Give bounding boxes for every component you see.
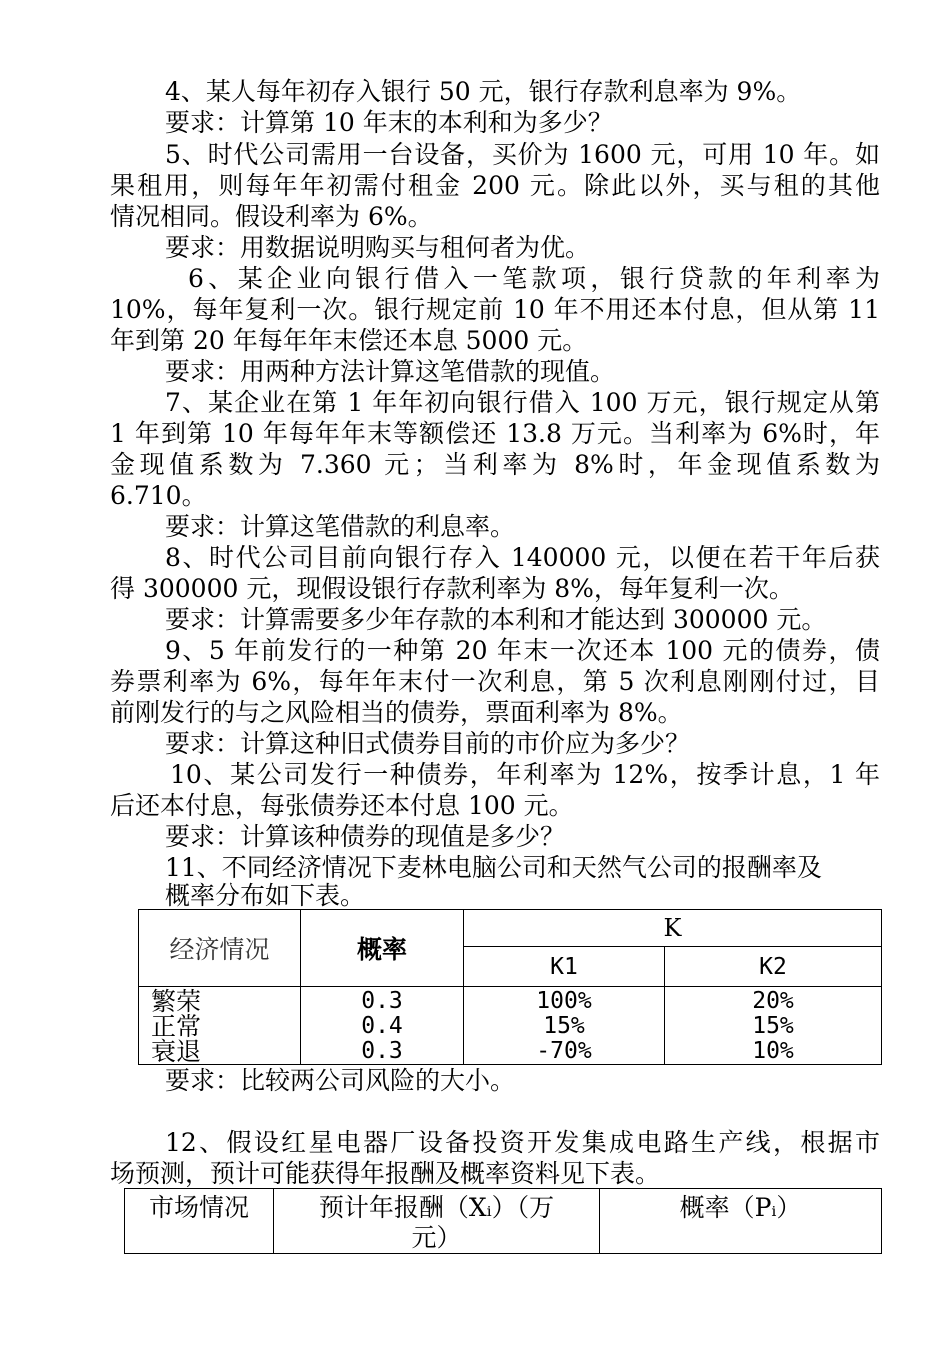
k2-column [665, 987, 882, 1065]
econ-recession: 衰退 [151, 1037, 202, 1066]
q5-requirement: 要求：用数据说明购买与租何者为优。 [165, 233, 591, 262]
econ-boom: 繁荣 [151, 987, 202, 1016]
k1-column [464, 987, 665, 1065]
q7-line-1: 7、某企业在第 1 年年初向银行借入 100 万元，银行规定从第 [165, 388, 880, 417]
q8-line-1: 8、时代公司目前向银行存入 140000 元，以便在若干年后获 [165, 543, 880, 572]
q7-line-4: 6.710。 [110, 481, 207, 510]
prob-boom: 0.3 [361, 988, 403, 1014]
header-probability: 概率 [301, 910, 464, 987]
q12-line-1: 12、假设红星电器厂设备投资开发集成电路生产线，根据市 [165, 1128, 880, 1157]
econ-column [139, 987, 301, 1065]
header-probability-pi: 概率（Pᵢ） [600, 1189, 882, 1254]
k1-normal: 15% [543, 1013, 585, 1039]
q10-line-1: 10、某公司发行一种债券，年利率为 12%，按季计息，1 年 [170, 760, 880, 789]
header-expected-return-line2: 元） [411, 1223, 462, 1252]
k1-recession: -70% [536, 1038, 592, 1064]
header-market: 市场情况 [125, 1189, 274, 1254]
q6-line-2: 10%，每年复利一次。银行规定前 10 年不用还本付息，但从第 11 [110, 295, 880, 324]
k1-boom: 100% [536, 988, 592, 1014]
prob-recession: 0.3 [361, 1038, 403, 1064]
header-k2: K2 [665, 947, 882, 987]
q10-line-2: 后还本付息，每张债券还本付息 100 元。 [110, 791, 574, 820]
q8-line-2: 得 300000 元，现假设银行存款利率为 8%，每年复利一次。 [110, 574, 794, 603]
q9-line-2: 券票利率为 6%，每年年末付一次利息，第 5 次利息刚刚付过，目 [110, 667, 880, 696]
econ-normal: 正常 [151, 1012, 202, 1041]
q9-line-3: 前刚发行的与之风险相当的债券，票面利率为 8%。 [110, 698, 683, 727]
forecast-table [124, 1188, 882, 1254]
q6-requirement: 要求：用两种方法计算这笔借款的现值。 [165, 357, 616, 386]
q8-requirement: 要求：计算需要多少年存款的本利和才能达到 300000 元。 [165, 605, 827, 634]
header-expected-return-line1: 预计年报酬（Xᵢ）（万 [318, 1193, 555, 1222]
q5-line-2: 果租用，则每年年初需付租金 200 元。除此以外，买与租的其他 [110, 171, 880, 200]
header-k: K [464, 910, 882, 947]
q11-requirement: 要求：比较两公司风险的大小。 [165, 1066, 516, 1095]
q9-line-1: 9、5 年前发行的一种第 20 年末一次还本 100 元的债券，债 [165, 636, 880, 665]
q5-line-3: 情况相同。假设利率为 6%。 [110, 202, 433, 231]
q7-line-3: 金现值系数为 7.360 元；当利率为 8%时，年金现值系数为 [110, 450, 880, 479]
q12-line-2: 场预测，预计可能获得年报酬及概率资料见下表。 [110, 1159, 661, 1188]
q7-line-2: 1 年到第 10 年每年年末等额偿还 13.8 万元。当利率为 6%时，年 [110, 419, 880, 448]
q5-line-1: 5、时代公司需用一台设备，买价为 1600 元，可用 10 年。如 [165, 140, 880, 169]
q9-requirement: 要求：计算这种旧式债券目前的市价应为多少？ [165, 729, 691, 758]
q6-line-3: 年到第 20 年每年年末偿还本息 5000 元。 [110, 326, 588, 355]
q11-line-1: 11、不同经济情况下麦林电脑公司和天然气公司的报酬率及 [165, 853, 822, 882]
returns-table [138, 909, 882, 1065]
q7-requirement: 要求：计算这笔借款的利息率。 [165, 512, 516, 541]
q6-line-1: 6、某企业向银行借入一笔款项，银行贷款的年利率为 [188, 264, 880, 293]
q10-requirement: 要求：计算该种债券的现值是多少？ [165, 822, 566, 851]
prob-column [301, 987, 464, 1065]
header-k1: K1 [464, 947, 665, 987]
prob-normal: 0.4 [361, 1013, 403, 1039]
k2-normal: 15% [752, 1013, 794, 1039]
q4-line-1: 4、某人每年初存入银行 50 元，银行存款利息率为 9%。 [165, 77, 802, 106]
q4-requirement: 要求：计算第 10 年末的本利和为多少？ [165, 108, 613, 137]
k2-boom: 20% [752, 988, 794, 1014]
q11-line-2: 概率分布如下表。 [165, 881, 366, 910]
k2-recession: 10% [752, 1038, 794, 1064]
header-expected-return [274, 1189, 600, 1254]
header-economy: 经济情况 [139, 910, 301, 987]
